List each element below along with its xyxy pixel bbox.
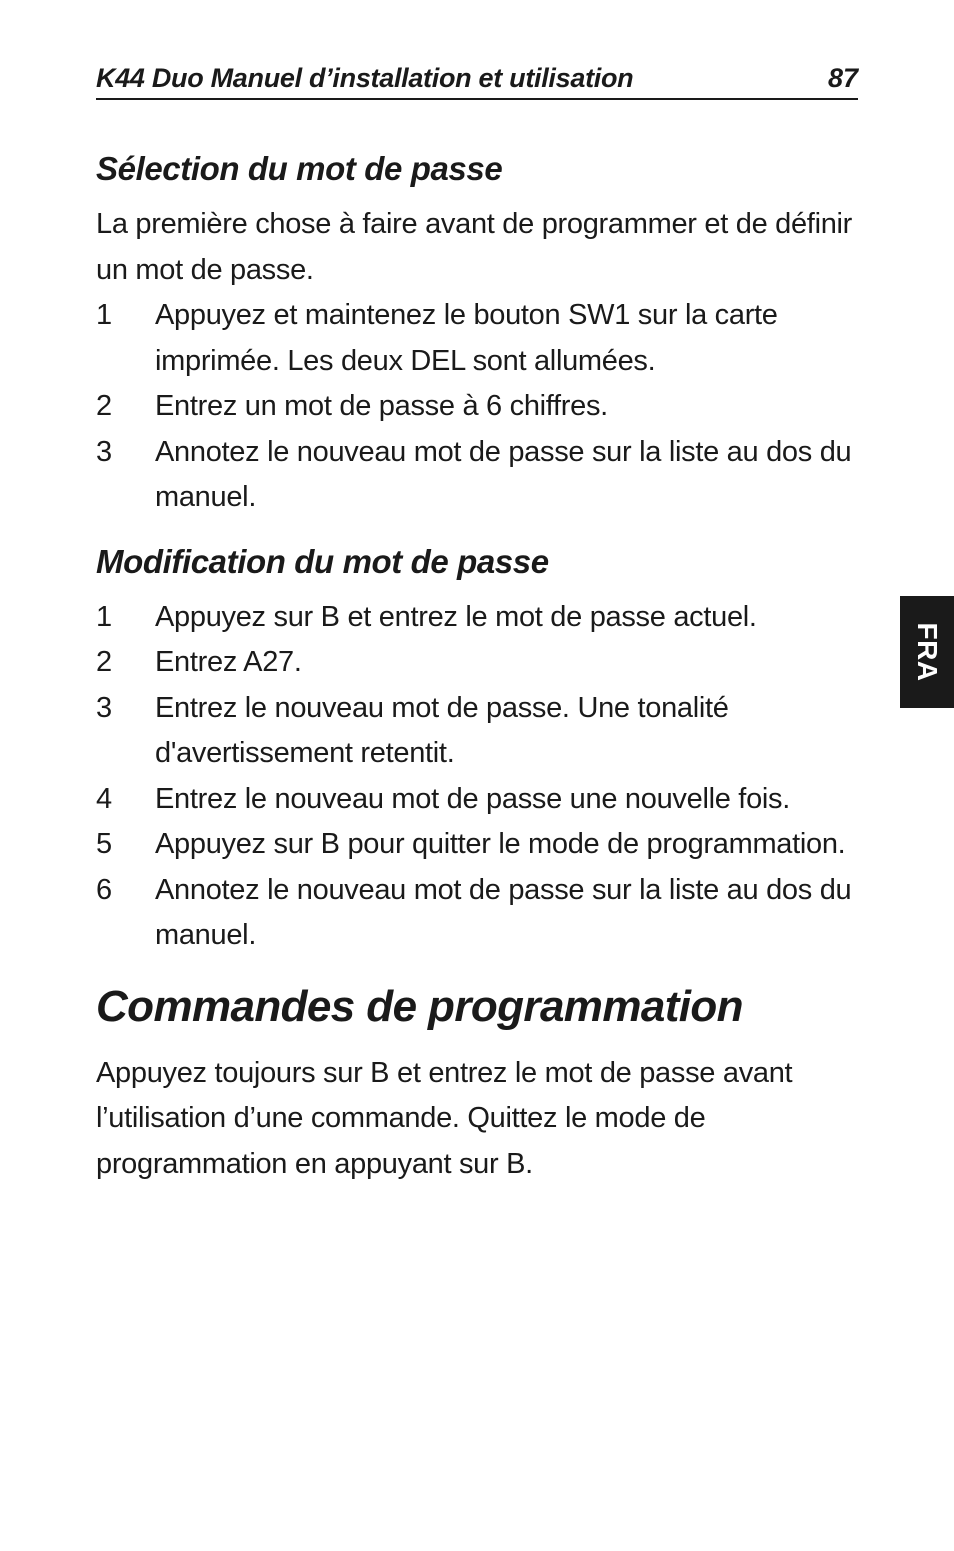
step-number: 2 <box>96 390 112 422</box>
step-number: 6 <box>96 873 112 906</box>
list-item <box>96 686 858 777</box>
programming-commands-body: Appuyez toujours sur B et entrez le mot de passe avant l’utilisation d’une commande. Quittez le mode de programmation en appuyant sur B. <box>96 1056 793 1180</box>
list-item <box>96 822 858 868</box>
step-text: Annotez le nouveau mot de passe sur la liste au dos du manuel. <box>155 873 852 951</box>
step-number: 3 <box>96 691 112 724</box>
page-content <box>96 146 858 1187</box>
chapter-heading-programming-commands: Commandes de programmation <box>96 981 743 1031</box>
step-text: Entrez A27. <box>155 646 302 678</box>
section-heading-password-change: Modification du mot de passe <box>96 542 549 580</box>
step-number: 1 <box>96 600 112 633</box>
list-item <box>96 384 858 430</box>
step-text: Entrez le nouveau mot de passe. Une tonalité d'avertissement retentit. <box>155 691 729 769</box>
list-item <box>96 430 858 521</box>
section-heading-password-selection: Sélection du mot de passe <box>96 150 503 187</box>
step-number: 3 <box>96 435 112 468</box>
document-title: K44 Duo Manuel d’installation et utilisation <box>96 63 634 93</box>
step-number: 1 <box>96 299 112 331</box>
step-text: Appuyez et maintenez le bouton SW1 sur la carte imprimée. Les deux DEL sont allumées. <box>155 299 778 377</box>
step-text: Annotez le nouveau mot de passe sur la liste au dos du manuel. <box>155 435 852 513</box>
page-number: 87 <box>827 63 858 93</box>
step-text: Entrez le nouveau mot de passe une nouvelle fois. <box>155 782 790 815</box>
step-text: Appuyez sur B et entrez le mot de passe actuel. <box>155 600 757 633</box>
step-number: 4 <box>96 782 112 815</box>
password-selection-steps <box>96 293 858 521</box>
step-number: 2 <box>96 646 112 678</box>
password-change-steps <box>96 595 858 959</box>
step-number: 5 <box>96 828 112 860</box>
list-item <box>96 640 858 686</box>
step-text: Appuyez sur B pour quitter le mode de programmation. <box>155 828 846 860</box>
list-item <box>96 293 858 384</box>
list-item <box>96 868 858 959</box>
running-header <box>96 58 858 100</box>
password-selection-intro: La première chose à faire avant de programmer et de définir un mot de passe. <box>96 208 853 286</box>
step-text: Entrez un mot de passe à 6 chiffres. <box>155 390 608 422</box>
list-item <box>96 777 858 823</box>
language-tab-label: FRA <box>912 622 943 682</box>
list-item <box>96 595 858 641</box>
language-tab <box>900 596 954 708</box>
